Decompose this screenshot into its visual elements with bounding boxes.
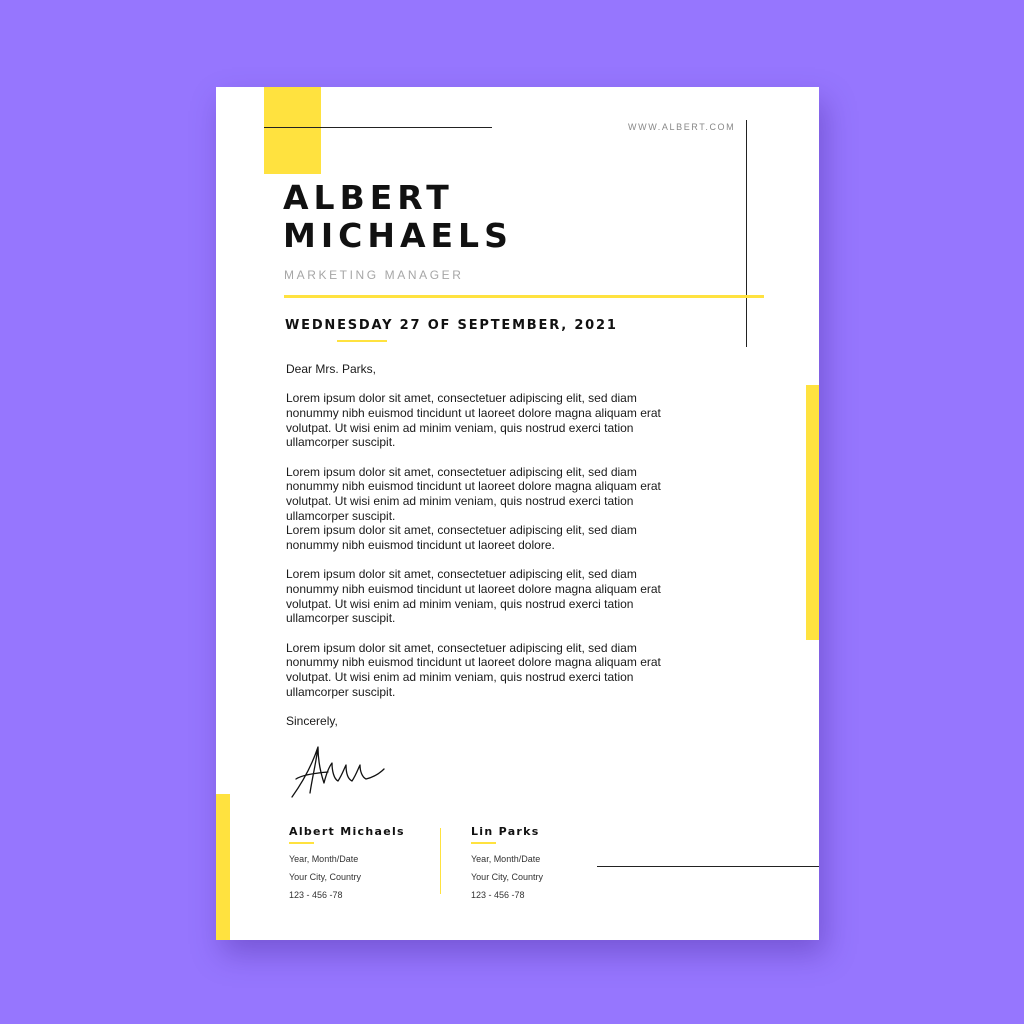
signature-image <box>288 739 388 805</box>
greeting: Dear Mrs. Parks, <box>286 362 377 376</box>
letter-body <box>286 362 746 743</box>
top-rule <box>264 127 492 128</box>
closing: Sincerely, <box>286 713 338 728</box>
contact-location: Your City, Country <box>471 872 544 882</box>
contact-location: Your City, Country <box>289 872 362 882</box>
contact-name: Albert Michaels <box>289 825 405 838</box>
header-yellow-rule <box>284 295 764 298</box>
contact-divider <box>440 828 441 894</box>
bottom-left-yellow-bar <box>216 794 230 940</box>
contact-underline <box>471 842 496 844</box>
sender-role: MARKETING MANAGER <box>284 268 464 282</box>
right-vertical-rule <box>746 120 747 347</box>
paragraph: Lorem ipsum dolor sit amet, consectetuer adipiscing elit, sed diam nonummy nibh euismod tincidunt ut laoreet dolore magna aliquam erat volutpat. Ut wisi enim ad minim veniam, quis nostrud exerci tation ullamcorper suscipit. Lorem ipsum dolor sit amet, consectetuer adipiscing elit, sed diam nonummy nibh euismod tincidunt ut laoreet dolore. <box>286 464 661 553</box>
paragraph: Lorem ipsum dolor sit amet, consectetuer adipiscing elit, sed diam nonummy nibh euismod tincidunt ut laoreet dolore magna aliquam erat volutpat. Ut wisi enim ad minim veniam, quis nostrud exerci tation ullamcorper suscipit. <box>286 640 661 699</box>
letter-date: WEDNESDAY 27 OF SEPTEMBER, 2021 <box>285 318 618 333</box>
contact-date: Year, Month/Date <box>471 854 541 864</box>
contact-phone: 123 - 456 -78 <box>471 890 525 900</box>
website-url: WWW.ALBERT.COM <box>628 122 736 132</box>
sender-name-line1: ALBERT <box>283 178 454 217</box>
contact-block-sender <box>289 825 449 904</box>
bottom-right-rule <box>597 866 819 867</box>
right-yellow-bar <box>806 385 819 640</box>
sender-name-line2: MICHAELS <box>283 216 513 255</box>
paragraph: Lorem ipsum dolor sit amet, consectetuer adipiscing elit, sed diam nonummy nibh euismod tincidunt ut laoreet dolore magna aliquam erat volutpat. Ut wisi enim ad minim veniam, quis nostrud exerci tation ullamcorper suscipit. <box>286 567 661 626</box>
contact-name: Lin Parks <box>471 825 540 838</box>
top-yellow-block <box>264 87 321 174</box>
sender-name <box>283 179 513 255</box>
date-underline <box>337 340 387 342</box>
contact-date: Year, Month/Date <box>289 854 359 864</box>
paragraph: Lorem ipsum dolor sit amet, consectetuer adipiscing elit, sed diam nonummy nibh euismod tincidunt ut laoreet dolore magna aliquam erat volutpat. Ut wisi enim ad minim veniam, quis nostrud exerci tation ullamcorper suscipit. <box>286 391 661 450</box>
letterhead-page <box>216 87 819 940</box>
contact-underline <box>289 842 314 844</box>
contact-phone: 123 - 456 -78 <box>289 890 343 900</box>
contact-block-recipient <box>471 825 631 904</box>
